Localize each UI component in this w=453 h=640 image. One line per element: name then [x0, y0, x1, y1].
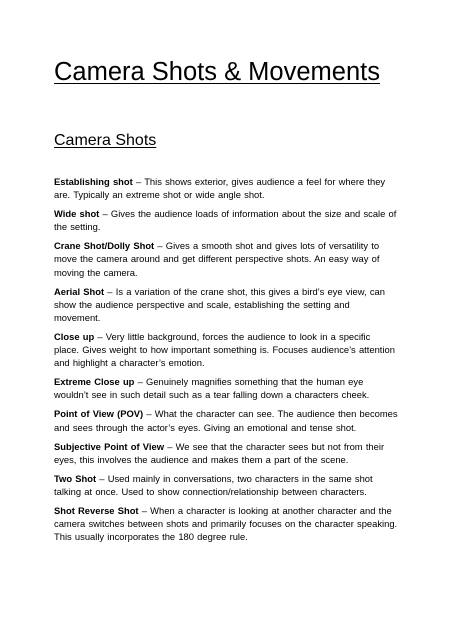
- entry-subjective-point-of-view: [54, 440, 398, 466]
- entry-establishing-shot: [54, 175, 398, 201]
- entry-term: Shot Reverse Shot: [54, 504, 139, 516]
- section-heading-camera-shots: Camera Shots: [54, 132, 157, 149]
- entry-description: – This shows exterior, gives audience a feel for where they are. Typically an extreme shot or wide angle shot.: [54, 176, 386, 201]
- entry-description: – Genuinely magnifies something that the human eye wouldn’t see in such detail such as a tear falling down a characters cheek.: [54, 376, 370, 401]
- entry-description: – Is a variation of the crane shot, this gives a bird’s eye view, can show the audience perspective and scale, establishing the setting and movement.: [54, 285, 385, 323]
- entry-description: – We see that the character sees but not from their eyes, this involves the audience and makes them a part of the scene.: [54, 440, 385, 465]
- camera-shots-list: [54, 175, 398, 549]
- entry-close-up: [54, 330, 398, 369]
- entry-description: – Used mainly in conversations, two characters in the same shot talking at once. Used to show connection/relationship between characters.: [54, 472, 373, 497]
- entry-wide-shot: [54, 207, 398, 233]
- entry-two-shot: [54, 472, 398, 498]
- entry-description: – When a character is looking at another character and the camera switches between shots and primarily focuses on the character speaking. This usually incorporates the 180 degree rule.: [54, 504, 398, 543]
- entry-term: Extreme Close up: [54, 376, 135, 388]
- entry-term: Point of View (POV): [54, 408, 144, 420]
- entry-description: – Very little background, forces the audience to look in a specific place. Gives weight to how important something is. Focuses audience’s attention and highlight a character’s emotion.: [54, 330, 395, 369]
- entry-description: – What the character can see. The audience then becomes and sees through the actor’s eyes. Giving an emotional and tense shot.: [54, 408, 398, 433]
- entry-aerial-shot: [54, 285, 398, 324]
- entry-crane-dolly-shot: [54, 239, 398, 278]
- entry-point-of-view: [54, 407, 398, 433]
- entry-term: Aerial Shot: [54, 285, 105, 297]
- entry-term: Wide shot: [54, 208, 100, 220]
- entry-term: Close up: [54, 330, 95, 342]
- entry-description: – Gives a smooth shot and gives lots of versatility to move the camera around and get different perspective shots. An easy way of moving the camera.: [54, 240, 380, 278]
- entry-shot-reverse-shot: [54, 504, 398, 543]
- page-title: Camera Shots & Movements: [54, 58, 380, 86]
- entry-term: Establishing shot: [54, 176, 133, 187]
- entry-term: Subjective Point of View: [54, 440, 164, 452]
- entry-description: – Gives the audience loads of information about the size and scale of the setting.: [54, 208, 397, 233]
- entry-term: Two Shot: [54, 472, 97, 484]
- entry-term: Crane Shot/Dolly Shot: [54, 240, 155, 252]
- entry-extreme-close-up: [54, 375, 398, 401]
